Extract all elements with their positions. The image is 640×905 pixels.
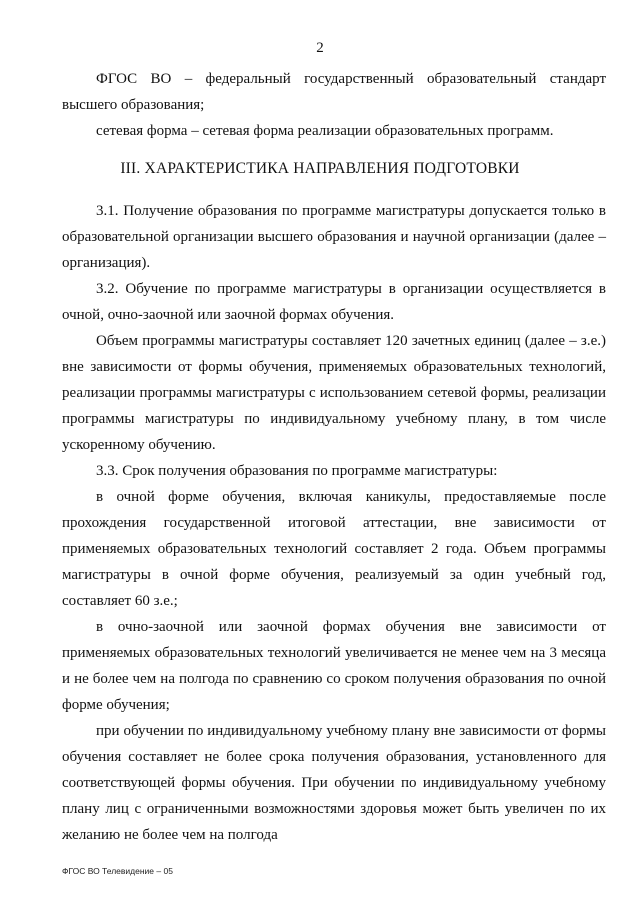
definition-network-form: сетевая форма – сетевая форма реализации образовательных программ. [96,123,554,139]
paragraph-3-2: 3.2. Обучение по программе магистратуры в организации осуществляется в очной, очно-заочной или заочной формах обучения. [62,281,606,323]
page-number: 2 [316,40,324,56]
paragraph-individual-plan: при обучении по индивидуальному учебному плану вне зависимости от формы обучения составляет не более срока получения образования, установленного для соответствующей формы обучения. При обучении по индивидуальному учебному плану лиц с ограниченными возможностями здоровья может быть увеличен по их желанию не более чем на полгода [62,723,606,843]
definitions-block [62,66,606,144]
footer-label: ФГОС ВО Телевидение – 05 [62,866,173,876]
body-text [62,198,606,848]
paragraph-3-3: 3.3. Срок получения образования по программе магистратуры: [96,463,498,479]
paragraph-part-time: в очно-заочной или заочной формах обучения вне зависимости от применяемых образовательных технологий увеличивается не менее чем на 3 месяца и не более чем на полгода по сравнению со сроком получения образования по очной форме обучения; [62,619,606,713]
section-heading: III. ХАРАКТЕРИСТИКА НАПРАВЛЕНИЯ ПОДГОТОВКИ [120,160,520,177]
paragraph-volume: Объем программы магистратуры составляет 120 зачетных единиц (далее – з.е.) вне зависимости от формы обучения, применяемых образовательных технологий, реализации программы магистратуры с использованием сетевой формы, реализации программы магистратуры по индивидуальному учебному плану, в том числе ускоренному обучению. [62,333,606,453]
definition-fgos: ФГОС ВО – федеральный государственный образовательный стандарт высшего образования; [62,71,606,113]
paragraph-3-1: 3.1. Получение образования по программе магистратуры допускается только в образовательной организации высшего образования и научной организации (далее – организация). [62,203,606,271]
paragraph-full-time: в очной форме обучения, включая каникулы, предоставляемые после прохождения государственной итоговой аттестации, вне зависимости от применяемых образовательных технологий составляет 2 года. Объем программы магистратуры в очной форме обучения, реализуемый за один учебный год, составляет 60 з.е.; [62,489,606,609]
